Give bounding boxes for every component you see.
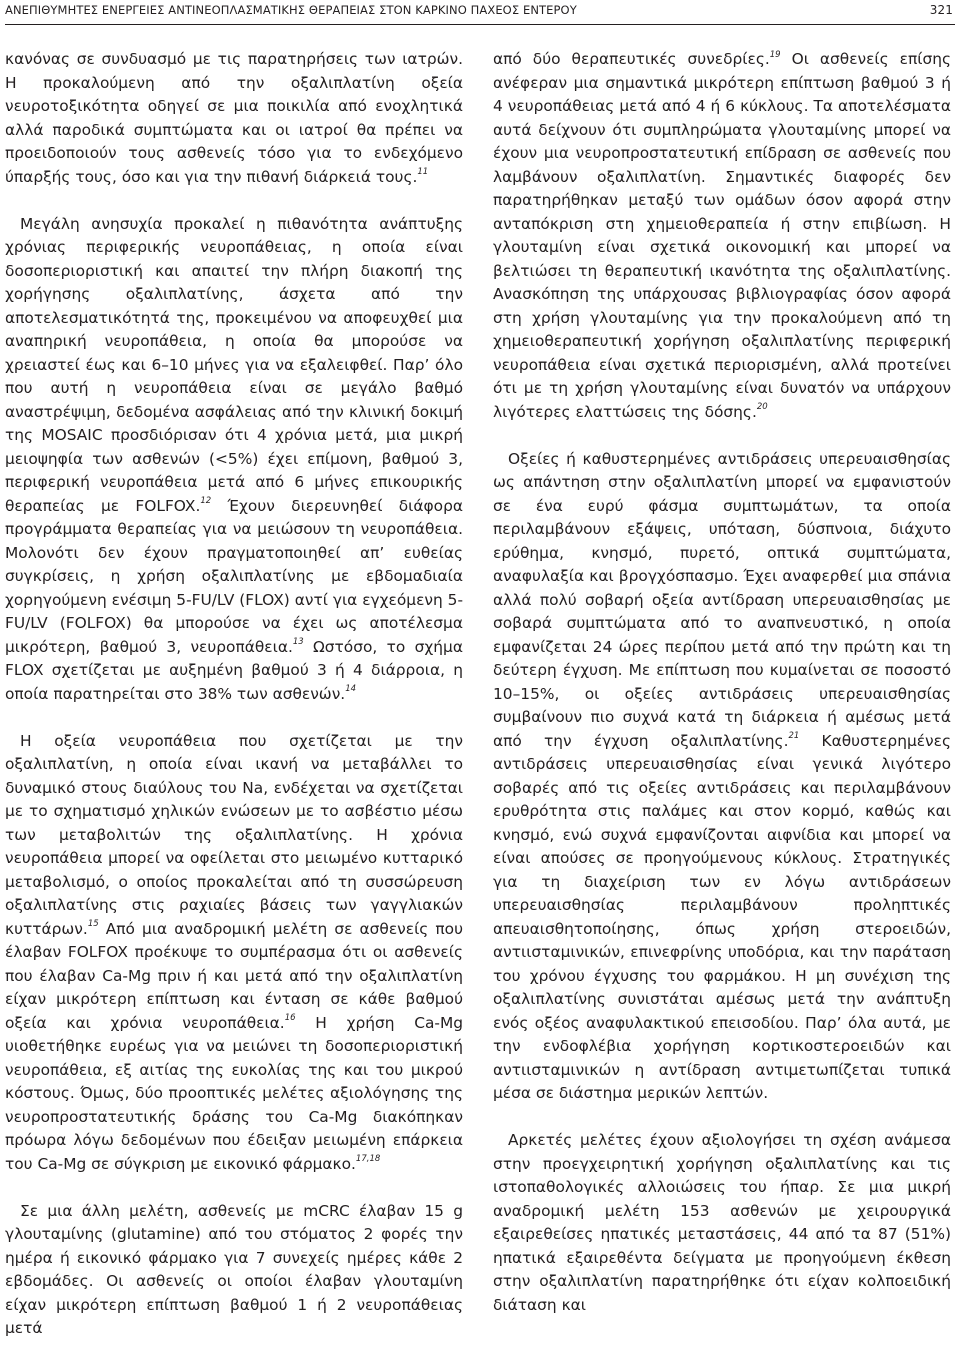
citation-superscript: 13 [292, 637, 304, 648]
paragraph [5, 1200, 463, 1341]
paragraph-text: από δύο θεραπευτικές συνεδρίες. [493, 50, 770, 68]
paragraph-text: Καθυστερημένες αντιδράσεις υπερευαισθησίας είναι γενικά λιγότερο σοβαρές από τις οξείες αντιδράσεις και περιλαμβάνουν ερυθρότητα στις παλάμες και στον κορμό, καθώς και κνησμό, ενώ συχνά εμφανίζονται αιφνίδια και μπορεί να είναι απούσες σε προηγούμενους κύκλους. Στρατηγικές για τη διαχείριση των εν λόγω αντιδράσεων υπερευαισθησίας περιλαμβάνουν προληπτικές απευαισθητοποίησης, όπως χρήση στεροειδών, αντιισταμινικών, επινεφρίνης υποδόρια, και την παράταση του χρόνου έγχυσης του φαρμάκου. Η μη συνέχιση της οξαλιπλατίνης συνιστάται αμέσως μετά την ανάπτυξη ενός οξέος αναφυλακτικού επεισοδίου. Παρ’ όλα αυτά, με την ενδοφλέβια χορήγηση κορτικοστεροειδών και αντιισταμινικών η αντίδραση αντιμετωπίζεται τυπικά μέσα σε διάστημα μερικών λεπτών. [493, 731, 952, 1102]
paragraph-text: Αρκετές μελέτες έχουν αξιολογήσει τη σχέση ανάμεσα στην προεγχειρητική χορήγηση οξαλιπλατίνης και τις ιστοπαθολογικές αλλοιώσεις του ήπαρ. Σε μια μικρή αναδρομική μελέτη 153 ασθενών με χειρουργικά εξαιρεθείσες ηπατικές μεταστάσεις, 44 από τα 87 (51%) ηπατικά εξαιρεθέντα δείγματα με προηγούμενη έκθεση στην οξαλιπλατίνη παρατηρήθηκε ότι είχαν κολποειδική διάταση και [493, 1131, 951, 1314]
citation-superscript: 16 [284, 1013, 296, 1024]
running-title: ΑΝΕΠΙΘΥΜΗΤΕΣ ΕΝΕΡΓΕΙΕΣ ΑΝΤΙΝΕΟΠΛΑΣΜΑΤΙΚΗΣ ΘΕΡΑΠΕΙΑΣ ΣΤΟΝ ΚΑΡΚΙΝΟ ΠΑΧΕΟΣ ΕΝΤΕΡΟΥ [5, 3, 577, 17]
right-column [493, 48, 951, 1317]
paragraph-text: Έχουν διερευνηθεί διάφορα προγράμματα θεραπείας για να μειώσουν τη νευροπάθεια. Μολονότι δεν έχουν πραγματοποιηθεί απ’ ευθείας συγκρίσεις, η χρήση οξαλιπλατίνης με εβδομαδιαία χορηγούμενη ενέσιμη 5-FU/LV (FLOX) αντί για εγχεόμενη 5-FU/LV (FOLFOX) θα μπορούσε να έχει ως αποτέλεσμα μικρότερη, βαθμού 3, νευροπάθεια. [5, 496, 463, 656]
citation-superscript: 11 [417, 167, 429, 178]
paragraph [493, 1129, 951, 1317]
paragraph-text: Η οξεία νευροπάθεια που σχετίζεται με την οξαλιπλατίνη, η οποία είναι ικανή να μεταβάλλει το δυναμικό στους διαύλους του Na, ενδέχεται να σχετίζεται με το σχηματισμό χηλικών ενώσεων με το ασβέστιο μέσω των μεταβολιτών της οξαλιπλατίνης. Η χρόνια νευροπάθεια μπορεί να οφείλεται στο μειωμένο κυτταρικό μεταβολισμό, ο οποίος προκαλείται από τη συσσώρευση οξαλιπλατίνης στις ραχιαίες βάσεις των γαγγλιακών κυττάρων. [5, 731, 463, 938]
running-header [5, 2, 955, 25]
paragraph-text: Ωστόσο, το σχήμα FLOX σχετίζεται με αυξημένη βαθμού 3 ή 4 διάρροια, η οποία παρατηρείται στο 38% των ασθενών. [5, 637, 463, 703]
paragraph [493, 48, 951, 424]
citation-superscript: 19 [769, 49, 781, 60]
paragraph-text: Η χρήση Ca-Mg υιοθετήθηκε ευρέως για να μειώνει τη δοσοπεριοριστική νευροπάθεια, εξ αιτίας της ευκολίας της και του μικρού κόστους. Όμως, δύο προοπτικές μελέτες αξιολόγησης της νευροπροστατευτικής δράσης του Ca-Mg διακόπηκαν πρόωρα λόγω δεδομένων που έδειξαν μειωμένη επάρκεια του Ca-Mg σε σύγκριση με εικονικό φάρμακο. [5, 1013, 464, 1173]
left-column [5, 48, 463, 1341]
paragraph-text: Από μια αναδρομική μελέτη σε ασθενείς που έλαβαν FOLFOX προέκυψε το συμπέρασμα ότι οι ασθενείς που έλαβαν Ca-Mg πριν ή και μετά από την οξαλιπλατίνη είχαν μικρότερη επίπτωση και ένταση σε κάθε βαθμού οξεία και χρόνια νευροπάθεια. [5, 919, 463, 1032]
citation-superscript: 17,18 [355, 1154, 381, 1165]
citation-superscript: 12 [200, 496, 212, 507]
paragraph-text: Σε μια άλλη μελέτη, ασθενείς με mCRC έλαβαν 15 g γλουταμίνης (glutamine) από του στόματος 2 φορές την ημέρα ή εικονικό φάρμακο για 7 συνεχείς ημέρες κάθε 2 εβδομάδες. Οι ασθενείς οι οποίοι έλαβαν γλουταμίνη είχαν μικρότερη επίπτωση βαθμού 1 ή 2 νευροπάθειας μετά [5, 1201, 463, 1337]
paragraph-text: κανόνας σε συνδυασμό με τις παρατηρήσεις των ιατρών. Η προκαλούμενη από την οξαλιπλατίνη οξεία νευροτοξικότητα οδηγεί σε μια ποικιλία από ενοχλητικά αλλά παροδικά συμπτώματα και οι ιατροί θα πρέπει να προειδοποιούν τους ασθενείς τόσο για το ενδεχόμενο ύπαρξής τους, όσο και για την πιθανή διάρκειά τους. [5, 50, 463, 186]
citation-superscript: 15 [87, 919, 99, 930]
paragraph-text: Μεγάλη ανησυχία προκαλεί η πιθανότητα ανάπτυξης χρόνιας περιφερικής νευροπάθειας, η οποία είναι δοσοπεριοριστική και απαιτεί την πλήρη διακοπή της χορήγησης οξαλιπλατίνης, άσχετα από την αποτελεσματικότητά της, προκειμένου να αποφευχθεί μια αναπηρική νευροπάθεια, η οποία θα μπορούσε να χρειαστεί έως και 6–10 μήνες για να εξαλειφθεί. Παρ’ όλο που αυτή η νευροπάθεια είναι σε μεγάλο βαθμό αναστρέψιμη, δεδομένα ασφάλειας από την κλινική δοκιμή της MOSAIC προσδιόρισαν ότι 4 χρόνια μετά, μια μικρή μειοψηφία των ασθενών (<5%) έχει επίμονη, βαθμού 3, περιφερική νευροπάθεια μετά από 6 μήνες επικουρικής θεραπείας με FOLFOX. [5, 214, 463, 515]
citation-superscript: 20 [756, 402, 768, 413]
paragraph [493, 448, 951, 1106]
paragraph [5, 730, 463, 1177]
paragraph-text: Οι ασθενείς επίσης ανέφεραν μια σημαντικά μικρότερη επίπτωση βαθμού 3 ή 4 νευροπάθειας μετά από 4 ή 6 κύκλους. Τα αποτελέσματα αυτά δείχνουν ότι συμπληρώματα γλουταμίνης μπορεί να έχουν μια νευροπροστατευτική επίδραση σε ασθενείς που λαμβάνουν οξαλιπλατίνη. Σημαντικές διαφορές δεν παρατηρήθηκαν μεταξύ των ομάδων όσον αφορά στην ανταπόκριση στη χημειοθεραπεία ή στην επιβίωση. Η γλουταμίνη είναι σχετικά οικονομική και μπορεί να βελτιώσει τη θεραπευτική ικανότητα της οξαλιπλατίνης. Ανασκόπηση της υπάρχουσας βιβλιογραφίας όσον αφορά στη χρήση γλουταμίνης για την προκαλούμενη από τη χημειοθεραπευτική χορήγηση οξαλιπλατίνης περιφερική νευροπάθεια είναι σχετικά περιορισμένη, αλλά προτείνει ότι με τη χρήση γλουταμίνης είναι δυνατόν να υπάρχουν λιγότερες ελαττώσεις της δόσης. [493, 50, 951, 421]
paragraph-text: Οξείες ή καθυστερημένες αντιδράσεις υπερευαισθησίας ως απάντηση στην οξαλιπλατίνη μπορεί να εμφανιστούν σε ένα ευρύ φάσμα συμπτωμάτων, τα οποία περιλαμβάνουν εξάψεις, υπόταση, δύσπνοια, διάχυτο ερύθημα, κνησμό, πυρετό, οπτικά συμπτώματα, αναφυλαξία και βρογχόσπασμο. Έχει αναφερθεί μια σπάνια αλλά πολύ σοβαρή οξεία αντίδραση υπερευαισθησίας με σοβαρά συμπτώματα από το αναπνευστικό, η οποία εμφανίζεται 24 ώρες περίπου μετά από την πρώτη και τη δεύτερη έγχυση. Με επίπτωση που κυμαίνεται σε ποσοστό 10–15%, οι οξείες αντιδράσεις υπερευαισθησίας συμβαίνουν πιο συχνά κατά τη διάρκεια ή αμέσως μετά από την έγχυση οξαλιπλατίνης. [493, 449, 951, 750]
citation-superscript: 21 [788, 731, 800, 742]
page-number: 321 [929, 3, 953, 17]
citation-superscript: 14 [345, 684, 357, 695]
paragraph [5, 48, 463, 189]
paragraph [5, 213, 463, 707]
